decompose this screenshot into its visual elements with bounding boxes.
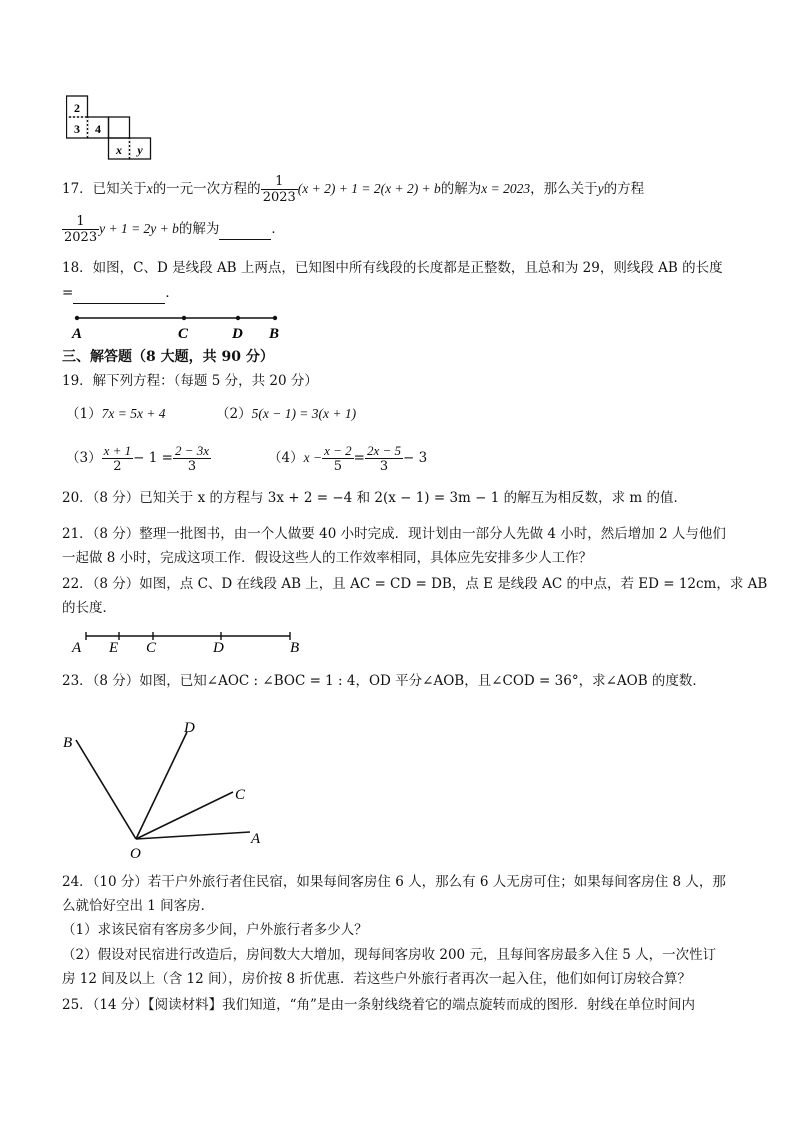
q18-point-d <box>236 316 240 320</box>
q17-sol: x = 2023 <box>481 181 531 196</box>
q19-p3-frac1 <box>102 443 134 474</box>
q18-label-d: D <box>232 326 243 342</box>
q19-p1-label: （1） <box>66 406 102 422</box>
q19-part3 <box>66 440 211 476</box>
q17-var-y: y <box>597 181 604 196</box>
grid-cell-2: 2 <box>74 101 80 115</box>
q19-p3-mid: − 1 = <box>133 450 173 466</box>
q21-line2: 一起做 8 小时，完成这项工作．假设这些人的工作效率相同，具体应先安排多少人工作？ <box>62 550 593 566</box>
q18-segment-figure <box>66 310 286 344</box>
q17-frac-den: 2023 <box>262 190 296 205</box>
grid-cell-4: 4 <box>95 122 101 136</box>
q22-label-a: A <box>72 640 82 656</box>
q22-label-d: D <box>213 640 224 656</box>
q17-frac2-num: 1 <box>62 214 99 230</box>
q19-p3-frac1-den: 2 <box>113 459 122 474</box>
q18-line1: 18．如图，C、D 是线段 AB 上两点，已知图中所有线段的长度都是正整数，且总和为 29，则线段 AB 的长度 <box>62 260 723 276</box>
q17-frac-num: 1 <box>261 174 298 190</box>
grid-cell-y: y <box>137 143 143 157</box>
q19-p3-frac2 <box>173 443 211 474</box>
q17-text-b: 的解为 <box>440 181 482 197</box>
q19-p4-frac1-den: 5 <box>333 459 342 474</box>
q19-p4-frac1-num: x − 2 <box>324 443 352 458</box>
section-3-title: 三、解答题（8 大题，共 90 分） <box>62 349 274 365</box>
q18-answer-blank[interactable] <box>73 283 165 304</box>
q19-title: 19．解下列方程：（每题 5 分，共 20 分） <box>62 373 318 389</box>
grid-cell-x: x <box>116 143 122 157</box>
q19-part4 <box>268 440 427 476</box>
q21-line1: 21．（8 分）整理一批图书，由一个人做要 40 小时完成．现计划由一部分人先做 4 小时，然后增加 2 人与他们 <box>62 526 726 542</box>
q18-point-b <box>273 316 277 320</box>
grid-figure-svg <box>66 95 156 163</box>
q22-line2: 的长度． <box>62 600 116 616</box>
q19-part2 <box>216 404 356 424</box>
q19-p4-mid: = <box>353 450 365 466</box>
q19-p4-label: （4） <box>268 450 304 466</box>
q18-label-c: C <box>178 326 189 342</box>
q24-line1: 24．（10 分）若干户外旅行者住民宿，如果每间客房住 6 人，那么有 6 人无房可住；如果每间客房住 8 人，那 <box>62 874 726 890</box>
q17-expr-a: (x + 2) + 1 = 2(x + 2) + b <box>297 181 441 196</box>
q23-label-a: A <box>251 831 261 847</box>
q19-p4-frac1 <box>322 443 354 474</box>
q23-label-b: B <box>63 735 73 751</box>
q18-segment-svg <box>66 310 286 344</box>
q23-ray-ob <box>76 740 136 839</box>
q24-line2: 么就恰好空出 1 间客房． <box>62 898 215 914</box>
q17-fraction-2 <box>62 214 99 245</box>
q19-p4-frac2 <box>365 443 403 474</box>
q17-expr-b: y + 1 = 2y + b <box>99 221 179 236</box>
q24-part2-line1: （2）假设对民宿进行改造后，房间数大大增加，现每间客房收 200 元，且每间客房最多入住 5 人，一次性订 <box>62 947 717 963</box>
grid-cell-outline <box>109 117 130 138</box>
q17-line1 <box>62 174 644 205</box>
q19-p4-end: − 3 <box>402 450 428 466</box>
q23-label-o: O <box>130 846 141 862</box>
q23-ray-oa <box>136 832 250 839</box>
q20-text: 20．（8 分）已知关于 x 的方程与 3x + 2 = −4 和 2(x − 1) = 3m − 1 的解互为相反数，求 m 的值． <box>62 490 688 506</box>
q18-label-b: B <box>269 326 280 342</box>
q19-p2-label: （2） <box>216 406 252 422</box>
q22-label-b: B <box>290 640 300 656</box>
q17-fraction-1 <box>261 174 298 205</box>
q18-line2 <box>62 283 179 304</box>
q17-text-e: 的解为 <box>178 221 220 237</box>
q24-part2-line2: 房 12 间及以上（含 12 间），房价按 8 折优惠．若这些户外旅行者再次一起入住，他们如何订房较合算？ <box>62 971 691 987</box>
q19-p2-eq: 5(x − 1) = 3(x + 1) <box>251 406 357 421</box>
q22-segment-figure <box>70 626 300 656</box>
q19-p3-frac1-num: x + 1 <box>103 443 132 458</box>
q23-ray-oc <box>136 792 233 839</box>
q22-line1: 22．（8 分）如图，点 C、D 在线段 AB 上，且 AC = CD = DB，点 E 是线段 AC 的中点，若 ED = 12cm，求 AB <box>62 576 768 592</box>
q17-end: ． <box>271 221 285 237</box>
q23-label-c: C <box>235 787 246 803</box>
q17-frac2-den: 2023 <box>64 230 98 245</box>
q19-p3-frac2-den: 3 <box>187 459 197 474</box>
q22-label-c: C <box>146 640 157 656</box>
q18-point-c <box>182 316 186 320</box>
q23-ray-od <box>136 732 187 839</box>
q19-p4-frac2-den: 3 <box>379 459 389 474</box>
q25-line1: 25．（14 分）【阅读材料】我们知道，“角”是由一条射线绕着它的端点旋转而成的图形．射线在单位时间内 <box>62 997 695 1013</box>
q17-var-x: x <box>146 181 153 196</box>
q19-p3-frac2-num: 2 − 3x <box>174 443 209 458</box>
q23-text: 23．（8 分）如图，已知∠AOC : ∠BOC = 1 : 4，OD 平分∠AOB，且∠COD = 36°，求∠AOB 的度数． <box>62 673 706 689</box>
q22-label-e: E <box>109 640 119 656</box>
q19-part1 <box>66 404 166 424</box>
q19-p3-label: （3） <box>66 450 102 466</box>
q19-p4-pre: x − <box>303 450 323 465</box>
q17-text-c: ，那么关于 <box>530 181 598 197</box>
q23-angle-svg <box>60 712 270 862</box>
q17-line2 <box>62 214 285 245</box>
grid-figure <box>66 95 156 163</box>
q18-end: ． <box>165 285 179 301</box>
q19-p1-eq: 7x = 5x + 4 <box>101 406 166 421</box>
q17-prefix: 17．已知关于 <box>62 181 147 197</box>
q18-point-a <box>75 316 79 320</box>
q18-label-a: A <box>72 326 83 342</box>
grid-cell-3: 3 <box>74 122 80 136</box>
q19-p4-frac2-num: 2x − 5 <box>366 443 401 458</box>
q24-part1: （1）求该民宿有客房多少间，户外旅行者多少人？ <box>62 922 368 938</box>
q22-segment-svg <box>70 626 300 656</box>
q18-eq: = <box>62 285 74 301</box>
q17-text-a: 的一元一次方程的 <box>152 181 261 197</box>
q17-answer-blank[interactable] <box>219 219 271 240</box>
q23-label-d: D <box>184 720 195 736</box>
q17-text-d: 的方程 <box>603 181 645 197</box>
q23-angle-figure <box>60 712 270 862</box>
